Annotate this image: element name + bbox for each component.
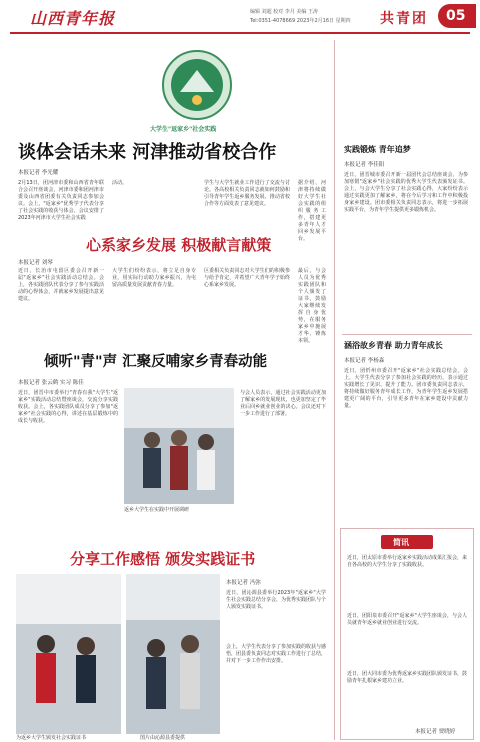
lead-col1: 2月13日，团河津市委和山西省青年联合会召开座谈会，河津市委和团河津市委及山西省团委有关负责同志参加会议。会上，"返家乡"优秀学子代表分享了社会实践的收获与体会，会议安排了2023年河津市大学生社会实践 xyxy=(18,180,104,221)
masthead xyxy=(0,0,480,40)
article2-col4: 最后，与会人员为优秀实践团队和个人颁发了证书，鼓励大家继续发挥自身优势，在服务家乡中施展才华、锤炼本领。 xyxy=(298,268,326,344)
sidebar2-headline: 涵浴故乡青春 助力青年成长 xyxy=(344,341,443,350)
article3-col2: 与会人员表示，通过社会实践活动更加了解家乡的发展现状，也更加坚定了毕业后回乡就业创业的决心。会议还对下一步工作进行了部署。 xyxy=(240,390,326,417)
brief-item-1: 近日，团太原市委举行返家乡实践活动成果汇报会，来自各高校的大学生分享了实践收获。 xyxy=(347,555,468,568)
article3-byline: 本报记者 张云鹤 实习 陈佳 xyxy=(18,380,84,386)
article4-col2: 会上，大学生代表分享了参加实践的收获与感悟，团县委负责同志对实践工作进行了总结，并对下一步工作作出安排。 xyxy=(226,644,327,664)
sidebar1-headline: 实践锻炼 青年追梦 xyxy=(344,145,411,154)
article3-photo xyxy=(124,388,234,504)
brief-box xyxy=(340,528,474,740)
brief-title: 简讯 xyxy=(393,538,409,547)
article4-caption-right: 图片由沁源县委提供 xyxy=(140,735,186,741)
article2-col1: 近日，长治市屯留区委会召开新一届"返家乡"社会实践活动总结会。会上，各实践团队代表分享了参与实践活动的心得体会，并就家乡发展提出意见建议。 xyxy=(18,268,104,302)
emblem-caption: 大学生"返家乡"社会实践 xyxy=(150,126,217,133)
lead-col4: 据介绍，河津将持续做好大学生社会实践的组织服务工作，搭建更多青年人才回乡发展平台。 xyxy=(298,180,326,242)
lead-headline: 谈体会话未来 河津推动省校合作 xyxy=(18,142,277,163)
article4-headline: 分享工作感悟 颁发实践证书 xyxy=(70,550,256,568)
article3-caption: 返乡大学生在实践中开展调研 xyxy=(124,507,190,513)
lead-col2: 活动。 xyxy=(112,180,128,186)
article2-byline: 本报记者 刘琴 xyxy=(18,260,53,266)
sidebar1-body: 近日，团晋城市委召开新一届团代会总结座谈会，为参加寒假"返家乡"社会实践的优秀大学生代表颁发证书。会上，与会大学生分享了社会实践心得，大家纷纷表示通过实践更加了解家乡，将在今后学习和工作中积极投身家乡建设。团市委相关负责同志表示，将进一步拓展实践平台，为青年学生提供更多锻炼机会。 xyxy=(344,172,468,213)
article3-headline: 倾听"青"声 汇聚反哺家乡青春动能 xyxy=(44,354,268,370)
page-number: 05 xyxy=(446,8,466,24)
sidebar1-byline: 本报记者 李佳阳 xyxy=(344,162,385,168)
sidebar2-body: 近日，团忻州市委召开"返家乡"社会实践总结会。会上，大学生代表分享了参加社会实践的经历，表示通过实践增长了见识、提升了能力。团市委负责同志表示，将持续做好服务青年成长工作，为青年学生返乡发展搭建更广阔的平台，引导更多青年在家乡建设中贡献力量。 xyxy=(344,368,468,409)
sidebar2-byline: 本报记者 李杨森 xyxy=(344,358,385,364)
article2-headline: 心系家乡发展 积极献言献策 xyxy=(86,236,272,254)
article2-col3: 区委相关负责同志对大学生们的积极参与给予肯定，并希望广大青年学子始终心系家乡发展。 xyxy=(204,268,290,288)
article4-byline: 本报记者 冯弥 xyxy=(226,580,261,586)
masthead-meta-line2: Tel:0351-4078669 2023年2月16日 星期四 xyxy=(250,18,351,24)
article2-col2: 大学生们纷纷表示，将立足自身专业，用实际行动助力家乡振兴，为屯留高质量发展贡献青春力量。 xyxy=(112,268,196,288)
article4-col1: 近日，团沁源县委举行2023年"返家乡"大学生社会实践总结分享会，为优秀实践团队与个人颁发实践证书。 xyxy=(226,590,327,610)
lead-byline: 本报记者 李光耀 xyxy=(18,170,59,176)
brief-item-2: 近日，团阳泉市委召开"返家乡"大学生座谈会，与会人员就青年返乡就业创业进行交流。 xyxy=(347,613,467,626)
masthead-rule xyxy=(10,32,470,34)
brief-byline: 本报记者 贾晓婷 xyxy=(415,729,456,735)
article4-photo-right xyxy=(126,574,220,734)
article3-col1: 近日，团晋中市委举行"青春有我"大学生"返家乡"实践活动总结暨座谈会，交流分享实践收获。会上，各实践团队成员分享了参加"返家乡"社会实践的心得，讲述在基层锻炼中的成长与收获。 xyxy=(18,390,118,424)
practice-emblem xyxy=(160,48,234,122)
lead-col3: 学生与大学生就业工作进行了交流与讨论。各高校相关负责同志就如何鼓励和引导青年学生返乡服务发展、推动省校合作等方面发表了意见建议。 xyxy=(204,180,290,207)
sidebar-rule xyxy=(342,334,472,335)
section-title: 共青团 xyxy=(380,11,428,27)
column-divider xyxy=(334,40,335,740)
article4-photo-left xyxy=(16,574,121,734)
newspaper-logo: 山西青年报 xyxy=(30,9,116,28)
brief-item-3: 近日，团大同市委为优秀返家乡实践团队颁发证书，鼓励青年扎根家乡建功立业。 xyxy=(347,671,468,684)
masthead-meta-line1: 编辑 刘超 校对 李月 美编 王涛 xyxy=(250,9,318,15)
article4-caption-left: 为返乡大学生颁发社会实践证书 xyxy=(16,735,87,741)
